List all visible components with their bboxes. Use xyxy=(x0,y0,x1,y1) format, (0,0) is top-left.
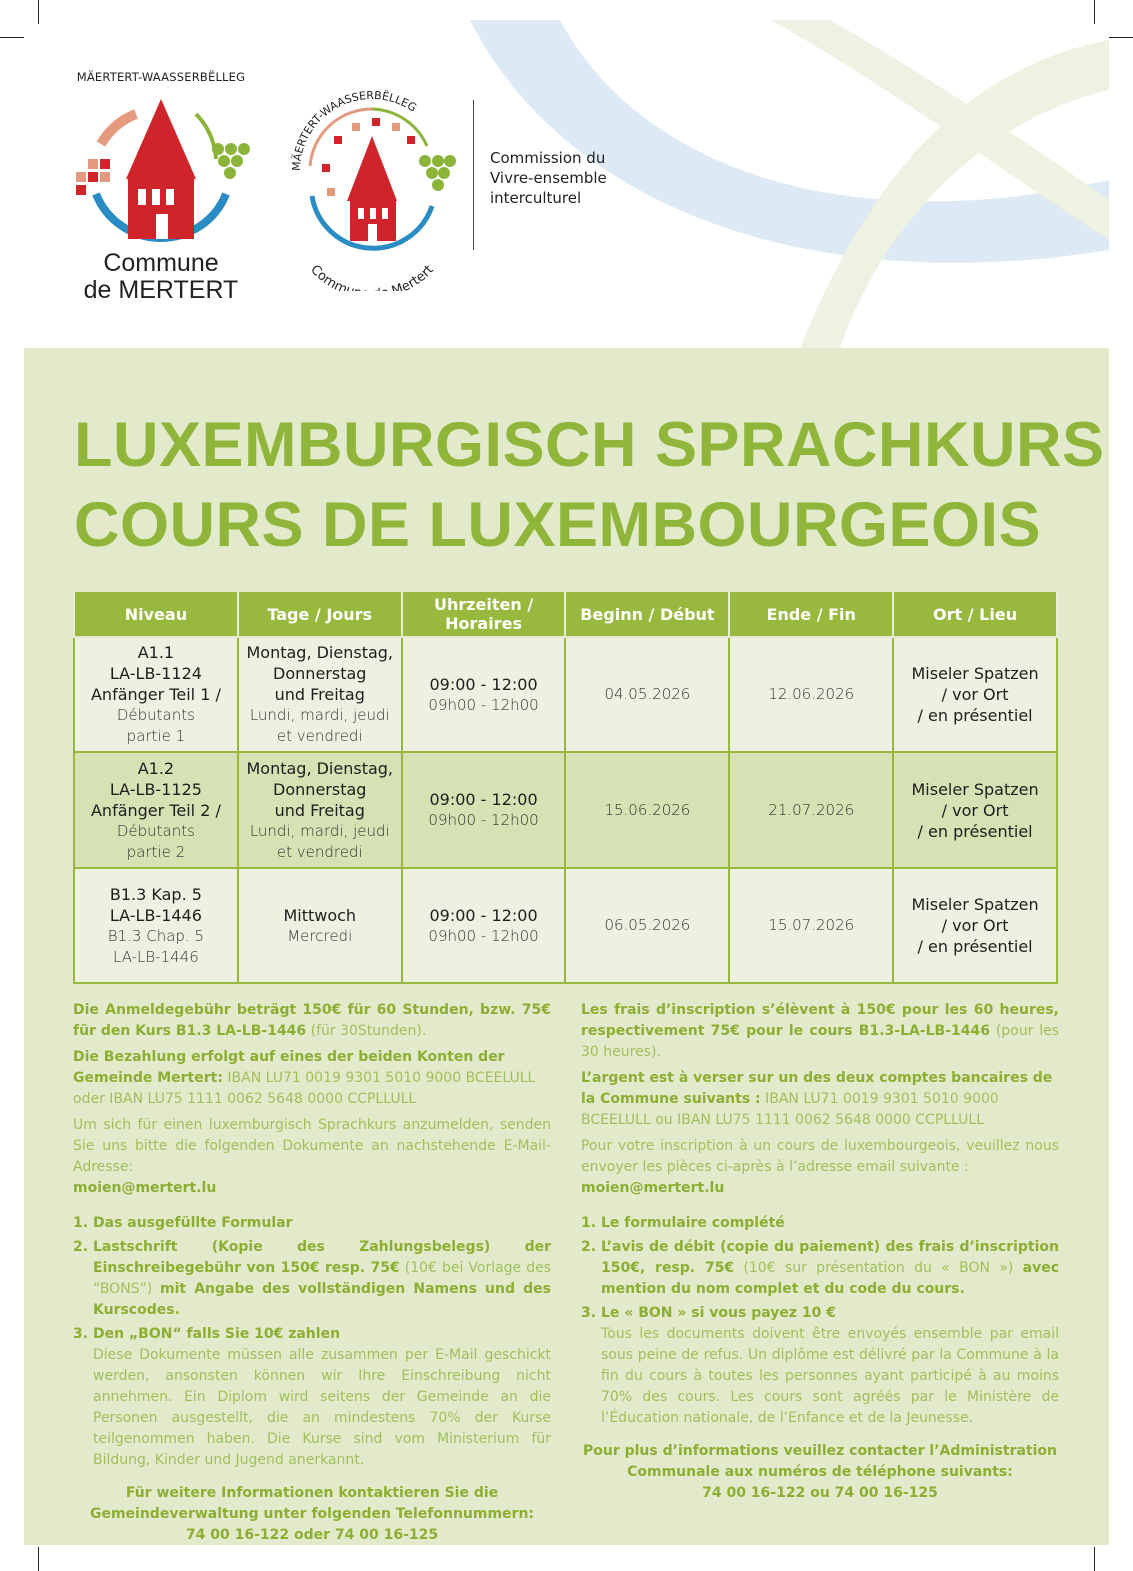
days-de: Montag, Dienstag, Donnerstag und Freitag xyxy=(246,643,394,704)
list-item xyxy=(581,1237,1059,1300)
contact-info xyxy=(581,1441,1059,1504)
table-cell xyxy=(74,637,238,752)
item-text: Lastschrift (Kopie des Zahlungsbelegs) der Einschreibegebühr von 150€ resp. 75€ xyxy=(93,1239,551,1276)
french-info-column xyxy=(581,1000,1059,1504)
item-text: Den „BON“ falls Sie 10€ zahlen xyxy=(93,1326,341,1342)
table-cell xyxy=(238,752,402,868)
table-cell xyxy=(729,752,893,868)
item-note: (10€ sur présentation du « BON ») xyxy=(734,1260,1023,1276)
item-note: (10€ bei Vorlage des “BONS”) xyxy=(93,1260,551,1297)
item-text: Le formulaire complété xyxy=(601,1215,785,1231)
table-cell xyxy=(565,868,729,983)
list-item xyxy=(581,1303,1059,1429)
commission-line: Commission du xyxy=(490,149,606,167)
contact-line: Pour plus d’informations veuillez contacter l’Administration xyxy=(582,1443,1058,1459)
time-de: 09:00 - 12:00 xyxy=(429,790,538,809)
table-cell xyxy=(238,637,402,752)
table-row xyxy=(74,868,1057,983)
document-list xyxy=(581,1213,1059,1429)
list-item xyxy=(73,1213,551,1234)
days-fr: Mercredi xyxy=(287,926,353,945)
iban-text: IBAN LU71 0019 9301 5010 9000 BCEELULL oder IBAN LU75 1111 0062 5648 0000 CCPLLULL xyxy=(73,1070,536,1107)
table-cell xyxy=(893,752,1057,868)
iban-text: IBAN LU71 0019 9301 5010 9000 BCEELULL ou IBAN LU75 1111 0062 5648 0000 CCPLLULL xyxy=(581,1091,999,1128)
start-date: 15.06.2026 xyxy=(604,800,691,819)
town-hall-icon xyxy=(66,84,256,244)
item-text: Das ausgefüllte Formular xyxy=(93,1215,293,1231)
table-cell xyxy=(402,752,566,868)
list-number: 1. xyxy=(581,1215,597,1231)
table-cell xyxy=(565,752,729,868)
end-date: 12.06.2026 xyxy=(768,685,855,703)
days-de: Montag, Dienstag, Donnerstag und Freitag xyxy=(246,758,394,820)
item-text: avec mention du nom complet et du code du cours. xyxy=(601,1260,1060,1297)
fee-note: (für 30Stunden). xyxy=(306,1023,427,1039)
start-date: 06.05.2026 xyxy=(604,916,691,934)
logo-name-line: Commune xyxy=(103,249,219,277)
commune-logo xyxy=(66,70,256,304)
commission-name xyxy=(490,148,607,208)
end-date: 15.07.2026 xyxy=(768,916,855,934)
location: Miseler Spatzen / vor Ort / en présentiel xyxy=(911,895,1039,956)
course-schedule-table xyxy=(73,590,1058,984)
table-row xyxy=(74,752,1057,868)
payment-text: L’argent est à verser sur un des deux comptes bancaires de la Commune suivants : xyxy=(581,1070,1053,1107)
table-cell xyxy=(74,752,238,868)
column-header: Ende / Fin xyxy=(729,591,893,637)
time-de: 09:00 - 12:00 xyxy=(429,674,538,694)
location: Miseler Spatzen / vor Ort / en présentiel xyxy=(911,779,1039,841)
logo-name-line: de MERTERT xyxy=(83,276,239,304)
seal-logo xyxy=(282,76,462,295)
payment-text: Die Bezahlung erfolgt auf eines der beiden Konten der Gemeinde Mertert: xyxy=(73,1049,505,1086)
list-item xyxy=(73,1324,551,1471)
time-fr: 09h00 - 12h00 xyxy=(428,926,539,945)
location: Miseler Spatzen / vor Ort / en présentiel xyxy=(911,664,1039,725)
commission-line: Vivre-ensemble xyxy=(490,169,607,187)
logo-caption: MÄERTERT-WAASSERBËLLEG xyxy=(76,70,246,84)
title-german: LUXEMBURGISCH SPRACHKURS xyxy=(74,410,1105,480)
level-de: B1.3 Kap. 5 LA-LB-1446 xyxy=(109,884,202,925)
german-info-column xyxy=(73,1000,551,1546)
contact-info xyxy=(73,1483,551,1546)
seal-bottom-text: Comm Mertert xyxy=(307,262,437,291)
contact-line: 74 00 16-122 oder 74 00 16-125 xyxy=(185,1527,439,1543)
item-text: Le « BON » si vous payez 10 € xyxy=(601,1305,836,1321)
email-link[interactable]: moien@mertert.lu xyxy=(73,1180,217,1196)
level-fr: Débutants partie 2 xyxy=(116,821,195,861)
table-cell xyxy=(729,868,893,983)
item-description: Tous les documents doivent être envoyés ensemble par email sous peine de refus. Un diplôme est délivré par la Commune à la fin du cours à toutes les personnes ayant participé à au moins 70% des cours. Les cours sont agréés par le Ministère de l’Éducation nationale, de l’Enfance et de la Jeunesse. xyxy=(601,1326,1059,1426)
crop-mark xyxy=(1094,1547,1095,1571)
registration-paragraph xyxy=(73,1115,551,1199)
end-date: 21.07.2026 xyxy=(768,800,855,819)
svg-text:Commune de Mertert xyxy=(307,262,436,291)
payment-paragraph xyxy=(581,1068,1059,1131)
start-date: 04.05.2026 xyxy=(604,685,691,703)
divider xyxy=(473,100,474,250)
table-cell xyxy=(74,868,238,983)
list-number: 3. xyxy=(73,1326,89,1342)
registration-text: Pour votre inscription à un cours de luxembourgeois, veuillez nous envoyer les pièces ci-après à l’adresse email suivante : xyxy=(581,1138,1059,1175)
logo-name xyxy=(66,250,256,304)
seal-top-text: MÄERTERT-WAASSERBËLLEG xyxy=(289,88,419,172)
level-de: A1.2 LA-LB-1125 Anfänger Teil 2 / xyxy=(90,758,221,820)
level-fr: Débutants partie 1 xyxy=(116,706,195,745)
table-cell xyxy=(565,637,729,752)
days-de: Mittwoch xyxy=(283,905,357,925)
days-fr: Lundi, mardi, jeudi et vendredi xyxy=(249,706,390,745)
town-hall-seal-icon xyxy=(282,76,462,291)
contact-line: Für weitere Informationen kontaktieren Sie die xyxy=(125,1485,499,1501)
list-item xyxy=(581,1213,1059,1234)
list-number: 3. xyxy=(581,1305,597,1321)
fee-text: Les frais d’inscription s’élèvent à 150€ pour les 60 heures, respectivement 75€ pour le cours B1.3-LA-LB-1446 xyxy=(581,1002,1059,1039)
table-header-row xyxy=(74,591,1057,637)
registration-text: Um sich für einen luxemburgisch Sprachkurs anzumelden, senden Sie uns bitte die folgenden Dokumente an nachstehende E-Mail-Adresse: xyxy=(73,1117,551,1175)
item-description: Diese Dokumente müssen alle zusammen per E-Mail geschickt werden, ansonsten können wir Ihre Einschreibung nicht annehmen. Ein Diplom wird seitens der Gemeinde an die Personen ausgestellt, die an mindestens 70% der Kurse teilgenommen haben. Die Kurse sind vom Ministerium für Bildung, Kinder und Jugend anerkannt. xyxy=(93,1347,551,1468)
title-french: COURS DE LUXEMBOURGEOIS xyxy=(74,490,1042,560)
list-number: 2. xyxy=(581,1239,597,1255)
item-text: L’avis de débit (copie du paiement) des frais d’inscription 150€, resp. 75€ xyxy=(601,1239,1059,1276)
crop-mark xyxy=(38,1547,39,1571)
table-cell xyxy=(893,868,1057,983)
list-number: 2. xyxy=(73,1239,89,1255)
fee-note: (pour les 30 heures). xyxy=(581,1023,1060,1060)
commission-line: interculturel xyxy=(490,189,582,207)
column-header: Tage / Jours xyxy=(238,591,402,637)
table-cell xyxy=(729,637,893,752)
table-cell xyxy=(402,637,566,752)
list-number: 1. xyxy=(73,1215,89,1231)
fee-text: Die Anmeldegebühr beträgt 150€ für 60 Stunden, bzw. 75€ für den Kurs B1.3 LA-LB-1446 xyxy=(73,1002,551,1039)
contact-line: Gemeindeverwaltung unter folgenden Telefonnummern: xyxy=(89,1506,535,1522)
column-header xyxy=(402,591,566,637)
time-de: 09:00 - 12:00 xyxy=(429,905,538,925)
payment-paragraph xyxy=(73,1047,551,1110)
contact-line: 74 00 16-122 ou 74 00 16-125 xyxy=(702,1485,938,1501)
fee-paragraph xyxy=(73,1000,551,1042)
column-header: Ort / Lieu xyxy=(893,591,1057,637)
fee-paragraph xyxy=(581,1000,1059,1063)
days-fr: Lundi, mardi, jeudi et vendredi xyxy=(249,821,390,861)
list-item xyxy=(73,1237,551,1321)
column-header: Beginn / Début xyxy=(565,591,729,637)
column-header: Niveau xyxy=(74,591,238,637)
registration-paragraph xyxy=(581,1136,1059,1199)
level-fr: B1.3 Chap. 5 LA-LB-1446 xyxy=(107,926,205,966)
table-cell xyxy=(238,868,402,983)
table-row xyxy=(74,637,1057,752)
document-list xyxy=(73,1213,551,1471)
column-header-text: Uhrzeiten / Horaires xyxy=(433,595,534,633)
table-cell xyxy=(402,868,566,983)
time-fr: 09h00 - 12h00 xyxy=(428,811,539,829)
time-fr: 09h00 - 12h00 xyxy=(428,695,539,714)
page-title xyxy=(74,405,1105,565)
item-text: mit Angabe des vollständigen Namens und des Kurscodes. xyxy=(93,1281,551,1318)
email-link[interactable]: moien@mertert.lu xyxy=(581,1180,725,1196)
level-de: A1.1 LA-LB-1124 Anfänger Teil 1 / xyxy=(90,643,221,704)
contact-line: Communale aux numéros de téléphone suivants: xyxy=(627,1464,1013,1480)
table-cell xyxy=(893,637,1057,752)
